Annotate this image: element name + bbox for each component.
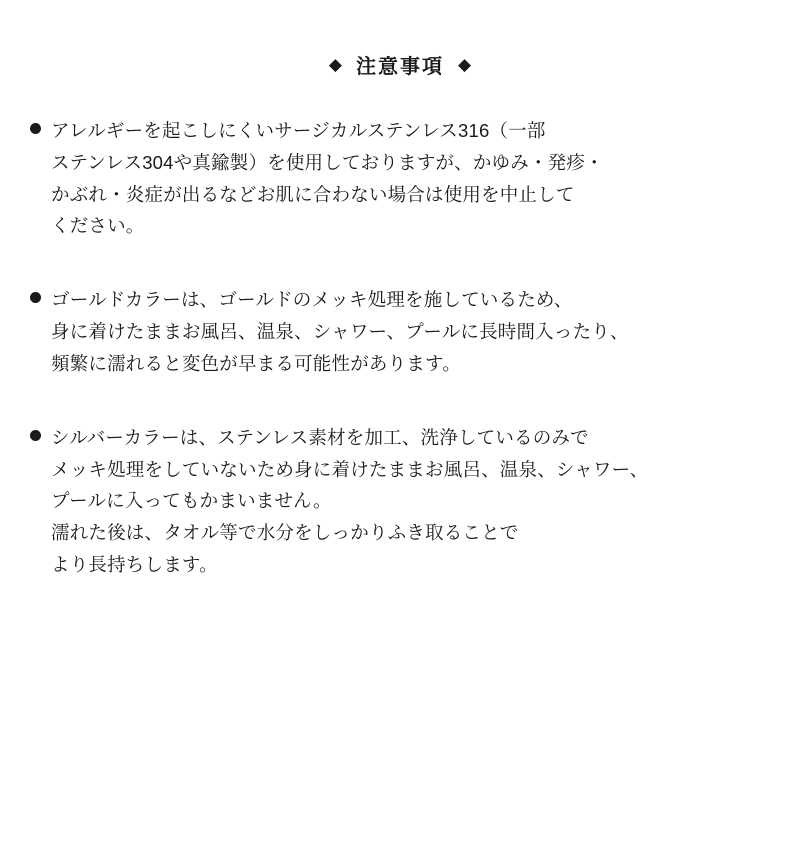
notice-line: かぶれ・炎症が出るなどお肌に合わない場合は使用を中止して xyxy=(51,183,575,205)
notice-line: プールに入ってもかまいません。 xyxy=(51,490,332,512)
notice-text-material xyxy=(51,115,604,242)
notice-line: シルバーカラーは、ステンレス素材を加工、洗浄しているのみで xyxy=(51,426,589,448)
notice-text-gold xyxy=(51,284,629,379)
page-title: 注意事項 xyxy=(356,56,444,78)
notice-text-silver xyxy=(51,422,648,581)
bullet-icon xyxy=(30,123,41,134)
diamond-right-icon: ◆ xyxy=(458,55,472,74)
list-item xyxy=(30,115,762,242)
list-item xyxy=(30,422,762,581)
notice-line: 濡れた後は、タオル等で水分をしっかりふき取ることで xyxy=(51,522,519,544)
page-title-row xyxy=(0,50,800,79)
notice-line: ください。 xyxy=(51,215,145,237)
notice-line: アレルギーを起こしにくいサージカルステンレス316（一部 xyxy=(51,120,546,141)
notice-page xyxy=(0,50,800,850)
bullet-icon xyxy=(30,292,41,303)
notice-line: より長持ちします。 xyxy=(51,553,218,575)
bullet-icon xyxy=(30,430,41,441)
notice-line: メッキ処理をしていないため身に着けたままお風呂、温泉、シャワー、 xyxy=(51,458,649,480)
notice-line: 身に着けたままお風呂、温泉、シャワー、プールに長時間入ったり、 xyxy=(51,321,629,343)
notice-line: ステンレス304や真鍮製）を使用しておりますが、かゆみ・発疹・ xyxy=(51,151,604,173)
notice-line: 頻繁に濡れると変色が早まる可能性があります。 xyxy=(51,352,461,374)
notice-line: ゴールドカラーは、ゴールドのメッキ処理を施しているため、 xyxy=(51,289,573,311)
list-item xyxy=(30,284,762,379)
notice-list xyxy=(0,115,800,581)
diamond-left-icon: ◆ xyxy=(328,55,342,74)
